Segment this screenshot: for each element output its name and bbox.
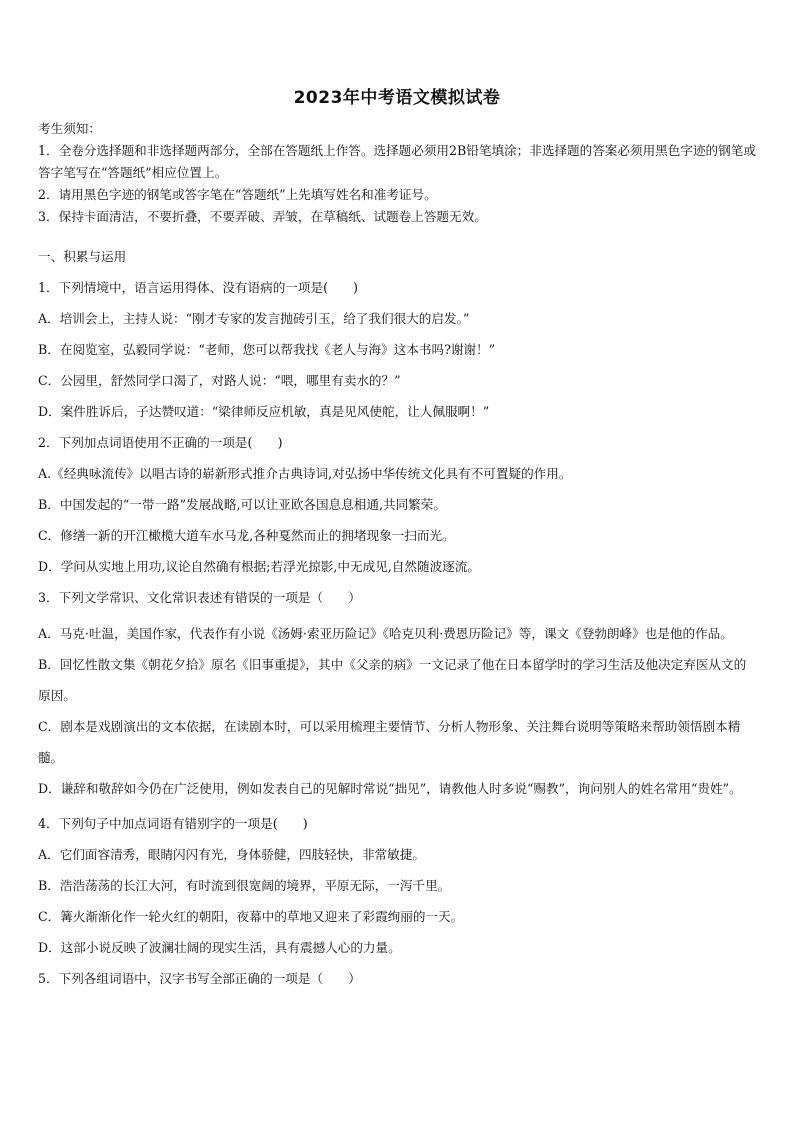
question-4-option-d: D．这部小说反映了波澜壮阔的现实生活，具有震撼人心的力量。 <box>38 940 401 955</box>
question-4-stem: 4．下列句子中加点词语有错别字的一项是( ) <box>38 816 308 831</box>
question-2-stem: 2．下列加点词语使用不正确的一项是( ) <box>38 435 283 450</box>
notice-item-3: 3．保持卡面清洁，不要折叠，不要弄破、弄皱，在草稿纸、试题卷上答题无效。 <box>38 209 487 224</box>
question-3-option-c: C．剧本是戏剧演出的文本依据，在读剧本时，可以采用梳理主要情节、分析人物形象、关注舞台说明等策略来帮助领悟剧本精髓。 <box>38 719 741 765</box>
question-3-option-b: B．回忆性散文集《朝花夕拾》原名《旧事重提》，其中《父亲的病》一文记录了他在日本留学时的学习生活及他决定弃医从文的原因。 <box>38 657 747 703</box>
question-3-stem: 3．下列文学常识、文化常识表述有错误的一项是（ ） <box>38 590 361 605</box>
section-heading: 一、积累与运用 <box>38 249 127 264</box>
question-2-option-a: A.《经典咏流传》以唱古诗的崭新形式推介古典诗词,对弘扬中华传统文化具有不可置疑的作用。 <box>38 466 572 481</box>
question-1-option-a: A．培训会上，主持人说：“刚才专家的发言抛砖引玉，给了我们很大的启发。” <box>38 311 470 326</box>
question-4-option-a: A．它们面容清秀，眼睛闪闪有光，身体骄健，四肢轻快，非常敏捷。 <box>38 847 425 862</box>
question-1-stem: 1．下列情境中，语言运用得体、没有语病的一项是( ) <box>38 280 359 295</box>
question-4-option-b: B．浩浩荡荡的长江大河，有时流到很宽阔的境界，平原无际，一泻千里。 <box>38 878 451 893</box>
question-5-stem: 5．下列各组词语中，汉字书写全部正确的一项是（ ） <box>38 971 361 986</box>
question-1-option-c: C．公园里，舒然同学口渴了，对路人说：“喂，哪里有卖水的？” <box>38 373 401 388</box>
question-4-option-c: C．篝火渐渐化作一轮火红的朝阳，夜幕中的草地又迎来了彩霞绚丽的一天。 <box>38 909 464 924</box>
section-spacer <box>38 228 756 246</box>
question-2-option-b: B．中国发起的“一带一路”发展战略,可以让亚欧各国息息相通,共同繁荣。 <box>38 497 446 512</box>
question-3-option-d: D．谦辞和敬辞如今仍在广泛使用，例如发表自己的见解时常说“拙见”，请教他人时多说“赐教”，询问别人的姓名常用“贵姓”。 <box>38 781 742 796</box>
notice-item-2: 2．请用黑色字迹的钢笔或答字笔在“答题纸”上先填写姓名和准考证号。 <box>38 187 437 202</box>
notice-label: 考生须知： <box>38 121 101 136</box>
question-1-option-d: D．案件胜诉后，子达赞叹道：“梁律师反应机敏，真是见风使舵，让人佩服啊！” <box>38 404 490 419</box>
notice-item-1: 1．全卷分选择题和非选择题两部分，全部在答题纸上作答。选择题必须用2B铅笔填涂；非选择题的答案必须用黑色字迹的钢笔或答字笔写在“答题纸”相应位置上。 <box>38 143 756 180</box>
question-3-option-a: A．马克·吐温，美国作家，代表作有小说《汤姆·索亚历险记》《哈克贝利·费恩历险记》等，课文《登勃朗峰》也是他的作品。 <box>38 626 733 641</box>
page-title: 2023年中考语文模拟试卷 <box>293 88 501 108</box>
question-1-option-b: B．在阅览室，弘毅同学说：“老师，您可以帮我找《老人与海》这本书吗?谢谢！” <box>38 342 496 357</box>
question-2-option-d: D．学问从实地上用功,议论自然确有根据;若浮光掠影,中无成见,自然随波逐流。 <box>38 559 480 574</box>
question-2-option-c: C．修缮一新的开江橄榄大道车水马龙,各种戛然而止的拥堵现象一扫而光。 <box>38 528 455 543</box>
